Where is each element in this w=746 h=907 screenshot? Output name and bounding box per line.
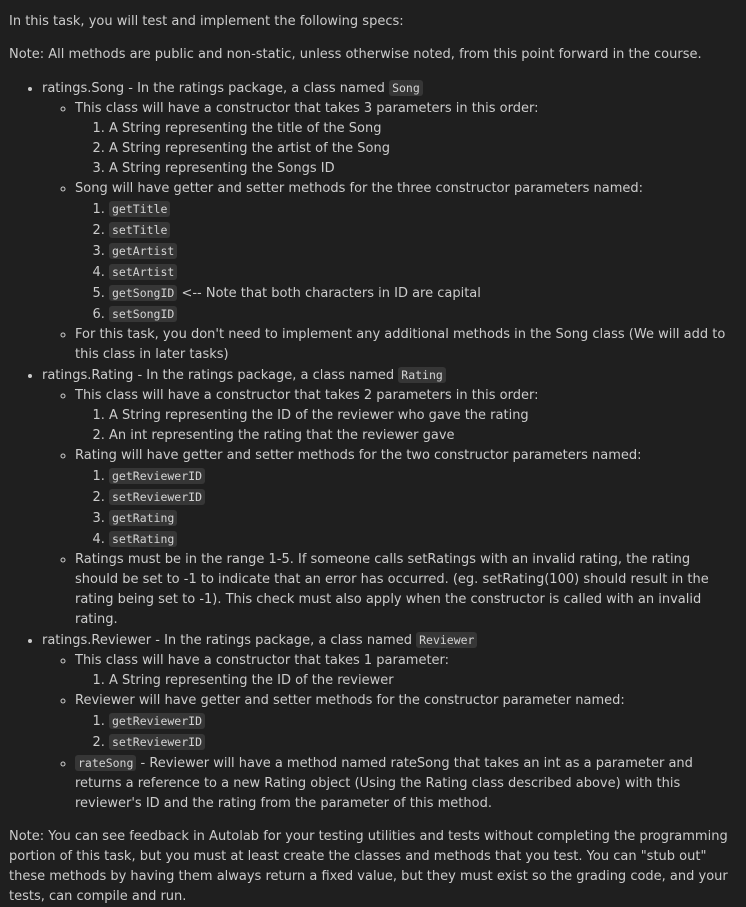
rating-heading: ratings.Rating - In the ratings package, a class named bbox=[42, 368, 399, 383]
song-method: 1. getTitle bbox=[109, 199, 737, 220]
spec-reviewer bbox=[42, 630, 737, 814]
rating-method: 4. setRating bbox=[109, 529, 737, 550]
class-spec-list bbox=[9, 78, 737, 814]
rating-param: 1. A String representing the ID of the reviewer who gave the rating bbox=[109, 406, 737, 426]
note-autolab: Note: You can see feedback in Autolab for your testing utilities and tests without completing the programming portion of this task, but you must at least create the classes and methods that you test. You can "stub out" these methods by having them always return a fixed value, but they must exist so the grading code, and your tests, can compile and run. bbox=[9, 829, 728, 904]
song-param: 3. A String representing the Songs ID bbox=[109, 159, 737, 179]
note-methods-public: Note: All methods are public and non-static, unless otherwise noted, from this point forward in the course. bbox=[9, 47, 702, 62]
reviewer-getters: ◦ Reviewer will have getter and setter methods for the constructor parameter named: 1. getReviewerID 2. setReviewerID bbox=[75, 691, 737, 753]
song-param: 1. A String representing the title of the Song bbox=[109, 119, 737, 139]
song-constructor: ◦ This class will have a constructor that takes 3 parameters in this order: 1. A String representing the title of the Song 2. A String representing the artist of the Song 3. A String representing the Songs ID bbox=[75, 99, 737, 179]
rating-method: 1. getReviewerID bbox=[109, 466, 737, 487]
spec-song bbox=[42, 78, 737, 365]
reviewer-class-code: Reviewer bbox=[416, 632, 477, 648]
rating-method: 2. setReviewerID bbox=[109, 487, 737, 508]
reviewer-constructor: ◦ This class will have a constructor that takes 1 parameter: 1. A String representing the ID of the reviewer bbox=[75, 651, 737, 691]
song-param: 2. A String representing the artist of the Song bbox=[109, 139, 737, 159]
reviewer-method: 1. getReviewerID bbox=[109, 711, 737, 732]
reviewer-heading: ratings.Reviewer - In the ratings package, a class named bbox=[42, 633, 417, 648]
song-method: 3. getArtist bbox=[109, 241, 737, 262]
song-extra-note: ◦ For this task, you don't need to implement any additional methods in the Song class (We will add to this class in later tasks) bbox=[75, 325, 737, 365]
song-heading: ratings.Song - In the ratings package, a class named bbox=[42, 81, 390, 96]
song-method: 5. getSongID <-- Note that both characters in ID are capital bbox=[109, 283, 737, 304]
song-getters: ◦ Song will have getter and setter methods for the three constructor parameters named: 1. getTitle 2. setTitle 3. getArtist 4. setArtist 5. getSongID <-- Note that both characters in ID are capital 6. setSongID bbox=[75, 179, 737, 325]
spec-rating bbox=[42, 365, 737, 630]
rating-range-note: ◦ Ratings must be in the range 1-5. If someone calls setRatings with an invalid rating, the rating should be set to -1 to indicate that an error has occurred. (eg. setRating(100) should result in the rating being set to -1). This check must also apply when the constructor is called with an invalid rating. bbox=[75, 550, 737, 630]
reviewer-method: 2. setReviewerID bbox=[109, 732, 737, 753]
rating-getters: ◦ Rating will have getter and setter methods for the two constructor parameters named: 1. getReviewerID 2. setReviewerID 3. getRating 4. setRating bbox=[75, 446, 737, 550]
reviewer-param: 1. A String representing the ID of the reviewer bbox=[109, 671, 737, 691]
intro-text: In this task, you will test and implement the following specs: bbox=[9, 14, 404, 29]
song-method: 4. setArtist bbox=[109, 262, 737, 283]
ratesong-code: rateSong bbox=[75, 755, 136, 771]
rating-param: 2. An int representing the rating that the reviewer gave bbox=[109, 426, 737, 446]
song-class-code: Song bbox=[389, 80, 423, 96]
song-method: 6. setSongID bbox=[109, 304, 737, 325]
rating-method: 3. getRating bbox=[109, 508, 737, 529]
song-method: 2. setTitle bbox=[109, 220, 737, 241]
reviewer-ratesong: ◦ rateSong - Reviewer will have a method named rateSong that takes an int as a parameter and returns a reference to a new Rating object (Using the Rating class described above) with this reviewer's ID and the rating from the parameter of this method. bbox=[75, 753, 737, 814]
rating-constructor: ◦ This class will have a constructor that takes 2 parameters in this order: 1. A String representing the ID of the reviewer who gave the rating 2. An int representing the rating that the reviewer gave bbox=[75, 386, 737, 446]
rating-class-code: Rating bbox=[398, 367, 446, 383]
songid-note: <-- Note that both characters in ID are capital bbox=[177, 286, 481, 301]
